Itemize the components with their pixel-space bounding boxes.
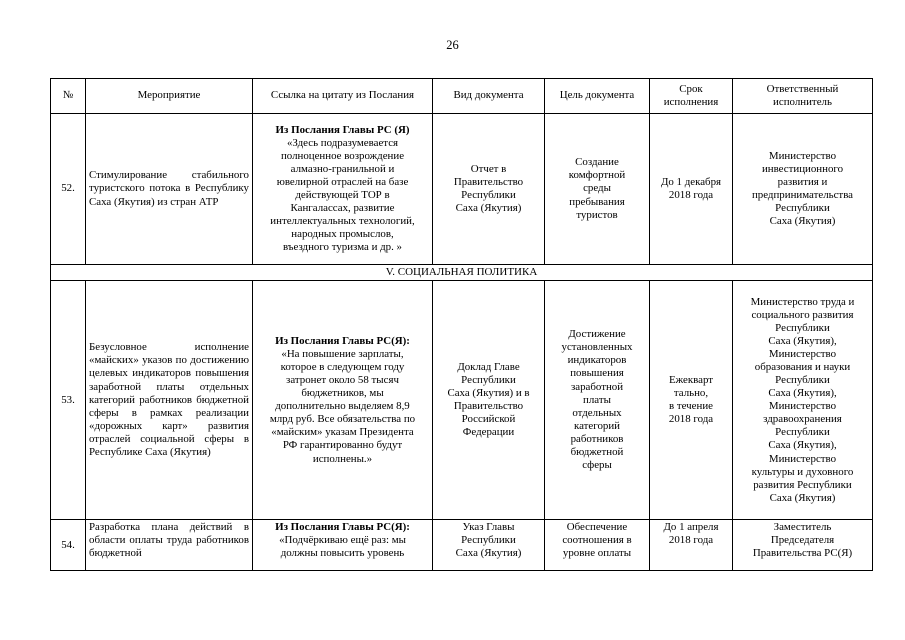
responsible-cell [733,520,873,571]
text-line: «Здесь подразумевается [286,136,399,149]
header-deadline [650,79,733,114]
text-line: исполнения [663,96,719,108]
text-line: Обеспечение [566,521,628,534]
text-line: Республики [461,534,516,547]
page-number: 26 [446,38,459,52]
text-line: Правительство [453,400,524,413]
text-line: развития Республики [753,478,852,491]
text-line: здравоохранения [763,413,842,426]
text-line: Федерации [462,426,515,439]
text-line: исполнитель [773,96,832,108]
text-line: в течение [669,400,713,413]
text-line: тально, [673,387,709,400]
text-line: действующей ТОР в [295,189,390,201]
citation-text [256,348,429,466]
text-line: Ответственный [766,82,839,95]
text-line: Республики [775,202,830,215]
text-line: пребывания [569,195,625,208]
text-line: Республики [775,426,830,439]
text-line: должны повысить уровень [280,547,405,560]
header-num: № [51,79,86,114]
citation-source: Из Послания Главы РС(Я): [275,521,410,534]
citation-source: Из Послания Главы РС (Я) [275,123,410,136]
text-line: Правительство [453,175,524,188]
text-line: полноценное возрождение [280,149,405,162]
text-line: Заместитель [773,521,832,534]
text-line: Кангалассах, развитие [290,202,395,215]
text-line: До 1 декабря [660,175,722,188]
text-line: которое в следующем году [280,360,405,373]
section-title: V. СОЦИАЛЬНАЯ ПОЛИТИКА [51,265,873,281]
text-line: Министерство [768,347,837,360]
header-activity: Мероприятие [86,79,253,114]
text-line: народных промыслов, [291,228,394,241]
text-line: въездного туризма и др. » [282,241,403,254]
header-citation: Ссылка на цитату из Послания [253,79,433,114]
deadline-cell [650,281,733,520]
text-line: Ежекварт [668,374,714,387]
section-row [51,265,873,281]
text-line: «На повышение зарплаты, [281,347,404,360]
text-line: Указ Главы [462,521,515,534]
header-doc-type: Вид документа [433,79,545,114]
text-line: предпринимательства [751,189,854,201]
text-line: исполнены.» [312,452,373,465]
responsible-cell [733,114,873,265]
citation-source: Из Послания Главы РС(Я): [275,334,410,347]
text-line: работников [570,432,624,445]
text-line: РФ гарантированно будут [282,439,403,452]
text-line: Создание [575,156,619,169]
text-line: Республики [775,374,830,387]
text-line: социального развития [751,308,854,321]
text-line: отдельных [572,406,622,419]
text-line: Саха (Якутия) [455,202,522,215]
row-number: 52. [51,114,86,265]
activity-cell: Безусловное исполнение «майских» указов по достижению целевых индикаторов повышения заработной платы отдельных категорий работников бюджетной сферы в рамках реализации «дорожных карт» развития отраслей социальной сферы в Республике Саха (Якутия) [86,281,253,520]
text-line: бюджетной [570,445,624,458]
text-line: Министерство [768,149,837,162]
table-row [51,520,873,571]
text-line: Саха (Якутия), [768,387,837,400]
deadline-cell [650,520,733,571]
text-line: платы [583,393,611,406]
doc-type-cell [433,281,545,520]
doc-type-cell [433,520,545,571]
measures-table [50,78,873,571]
text-line: дополнительно выделяем 8,9 [275,400,410,413]
table-row [51,281,873,520]
citation-cell [253,520,433,571]
text-line: бюджетников, мы [301,387,384,400]
text-line: индикаторов [567,354,627,367]
text-line: Республики [775,321,830,334]
doc-goal-cell [545,281,650,520]
text-line: культуры и духовного [751,465,854,478]
text-line: Доклад Главе [457,360,520,373]
text-line: «Подчёркиваю ещё раз: мы [279,534,406,547]
text-line: Российской [461,413,516,426]
text-line: Председателя [770,534,835,547]
text-line: ювелирной отраслей на базе [276,175,409,188]
responsible-cell [733,281,873,520]
citation-cell [253,114,433,265]
text-line: Министерство труда и [750,295,855,308]
text-line: сферы [582,459,612,472]
deadline-cell [650,114,733,265]
citation-text [256,137,429,255]
text-line: категорий [573,419,620,432]
text-line: Министерство [768,400,837,413]
text-line: Саха (Якутия) [455,547,522,560]
text-line: повышения [570,367,624,380]
text-line: затронет около 58 тысяч [286,374,399,387]
doc-type-cell [433,114,545,265]
text-line: Министерство [768,452,837,465]
citation-cell [253,281,433,520]
doc-goal-cell [545,114,650,265]
text-line: Саха (Якутия), [768,334,837,347]
text-line: установленных [561,341,633,354]
text-line: млрд руб. Все обязательства по [269,413,416,426]
text-line: Республики [461,374,516,387]
text-line: туристов [576,208,618,221]
text-line: До 1 апреля [663,521,719,534]
text-line: Саха (Якутия) [769,491,836,504]
text-line: соотношения в [562,534,632,547]
activity-cell: Разработка плана действий в области оплаты труда работников бюджетной [86,520,253,571]
table-row [51,114,873,265]
text-line: Срок [679,82,703,95]
text-line: 2018 года [668,413,714,426]
text-line: «майским» указам Президента [271,426,414,439]
table-header-row [51,79,873,114]
header-responsible [733,79,873,114]
doc-goal-cell [545,520,650,571]
text-line: комфортной [568,169,626,182]
text-line: Отчет в [470,162,507,175]
citation-text [256,534,429,560]
text-line: Достижение [568,328,626,341]
row-number: 54. [51,520,86,571]
text-line: уровне оплаты [562,547,632,560]
row-number: 53. [51,281,86,520]
header-doc-goal: Цель документа [545,79,650,114]
text-line: Республики [461,189,516,201]
activity-cell: Стимулирование стабильного туристского потока в Республику Саха (Якутия) из стран АТР [86,114,253,265]
text-line: 2018 года [668,189,714,201]
text-line: Саха (Якутия) [769,215,836,228]
text-line: интеллектуальных технологий, [270,215,415,228]
text-line: Правительства РС(Я) [752,547,853,560]
text-line: Саха (Якутия), [768,439,837,452]
text-line: среды [583,182,611,195]
text-line: заработной [570,380,624,393]
text-line: инвестиционного [761,162,844,175]
text-line: алмазно-гранильной и [290,162,395,175]
text-line: 2018 года [668,534,714,547]
text-line: образования и науки [754,360,851,373]
text-line: Саха (Якутия) и в [447,387,530,400]
text-line: развития и [777,175,828,188]
